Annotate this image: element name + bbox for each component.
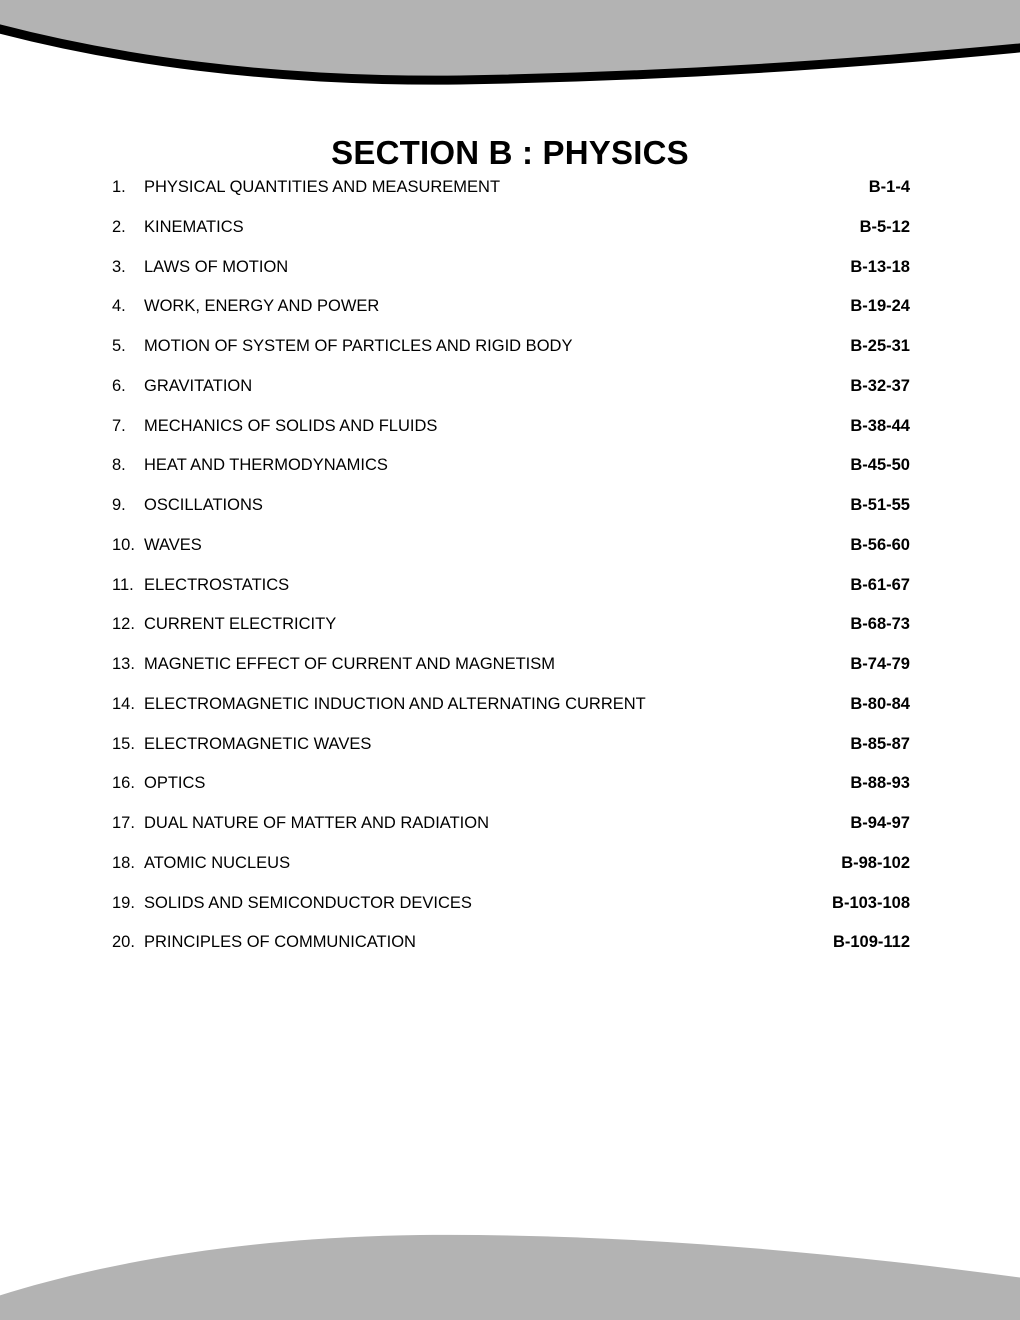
toc-entry-label: ELECTROSTATICS	[144, 575, 290, 594]
toc-row[interactable]	[112, 695, 910, 735]
toc-row[interactable]	[112, 297, 910, 337]
toc-row[interactable]	[112, 735, 910, 775]
toc-entry-number: 19.	[112, 893, 135, 912]
toc-row[interactable]	[112, 178, 910, 218]
toc-entry-number: 11.	[112, 575, 134, 594]
toc-entry-page-reference: B-103-108	[832, 893, 910, 912]
toc-entry-number: 5.	[112, 337, 126, 355]
toc-entry-label: OPTICS	[144, 774, 206, 793]
toc-entry-page-reference: B-56-60	[850, 535, 910, 554]
toc-entry-label: MOTION OF SYSTEM OF PARTICLES AND RIGID BODY	[144, 337, 573, 355]
page-title: SECTION B : PHYSICS	[331, 134, 689, 172]
bottom-banner-fill	[0, 1235, 1020, 1320]
toc-row[interactable]	[112, 377, 910, 417]
toc-entry-label: LAWS OF MOTION	[144, 257, 289, 276]
toc-entry-page-reference: B-88-93	[850, 774, 910, 793]
toc-entry-label: ELECTROMAGNETIC INDUCTION AND ALTERNATING CURRENT	[144, 694, 646, 713]
toc-row[interactable]	[112, 655, 910, 695]
toc-entry-label: PRINCIPLES OF COMMUNICATION	[144, 933, 416, 952]
toc-entry-label: DUAL NATURE OF MATTER AND RADIATION	[144, 814, 489, 832]
toc-entry-label: SOLIDS AND SEMICONDUCTOR DEVICES	[144, 893, 472, 912]
toc-row[interactable]	[112, 894, 910, 934]
toc-entry-number: 3.	[112, 257, 126, 276]
toc-row[interactable]	[112, 337, 910, 377]
toc-entry-label: KINEMATICS	[144, 217, 244, 236]
toc-entry-label: HEAT AND THERMODYNAMICS	[144, 456, 388, 475]
toc-entry-page-reference: B-109-112	[832, 933, 910, 952]
toc-row[interactable]	[112, 814, 910, 854]
toc-entry-number: 16.	[112, 774, 135, 793]
toc-row[interactable]	[112, 536, 910, 576]
toc-entry-number: 8.	[112, 456, 126, 475]
toc-entry-number: 10.	[112, 535, 135, 554]
toc-entry-page-reference: B-98-102	[841, 853, 910, 872]
toc-entry-label: WAVES	[144, 535, 202, 554]
toc-entry-label: GRAVITATION	[144, 376, 253, 395]
toc-row[interactable]	[112, 615, 910, 655]
top-banner-fill	[0, 0, 1020, 80]
toc-row[interactable]	[112, 933, 910, 973]
bottom-banner-decoration	[0, 1225, 1020, 1320]
toc-entry-page-reference: B-80-84	[850, 694, 910, 713]
toc-row[interactable]	[112, 456, 910, 496]
toc-entry-number: 15.	[112, 734, 135, 753]
toc-entry-page-reference: B-32-37	[850, 376, 910, 395]
toc-row[interactable]	[112, 218, 910, 258]
toc-entry-label: OSCILLATIONS	[144, 496, 263, 514]
toc-entry-page-reference: B-45-50	[850, 456, 910, 475]
toc-entry-number: 14.	[112, 694, 135, 713]
toc-entry-number: 17.	[112, 814, 135, 832]
toc-entry-number: 12.	[112, 615, 135, 634]
toc-row[interactable]	[112, 496, 910, 536]
toc-entry-number: 6.	[112, 376, 126, 395]
toc-entry-page-reference: B-68-73	[850, 615, 910, 634]
top-banner-decoration	[0, 0, 1020, 110]
toc-entry-number: 20.	[112, 933, 135, 952]
toc-entry-page-reference: B-1-4	[868, 178, 910, 196]
toc-row[interactable]	[112, 854, 910, 894]
table-of-contents	[112, 178, 910, 973]
toc-row[interactable]	[112, 417, 910, 457]
toc-row[interactable]	[112, 258, 910, 298]
toc-entry-number: 18.	[112, 853, 135, 872]
toc-entry-page-reference: B-85-87	[850, 734, 910, 753]
toc-entry-number: 9.	[112, 496, 126, 514]
toc-entry-page-reference: B-51-55	[850, 496, 910, 514]
toc-entry-number: 13.	[112, 655, 135, 673]
toc-entry-page-reference: B-94-97	[850, 814, 910, 832]
toc-entry-label: ELECTROMAGNETIC WAVES	[144, 734, 372, 753]
toc-entry-label: CURRENT ELECTRICITY	[144, 615, 337, 634]
toc-entry-page-reference: B-25-31	[850, 337, 910, 355]
toc-entry-page-reference: B-74-79	[850, 655, 910, 673]
toc-entry-label: ATOMIC NUCLEUS	[144, 853, 291, 872]
toc-entry-number: 4.	[112, 297, 126, 316]
top-banner-outline	[0, 18, 1020, 80]
toc-row[interactable]	[112, 576, 910, 616]
toc-entry-number: 7.	[112, 416, 126, 435]
toc-entry-page-reference: B-38-44	[850, 416, 910, 435]
toc-entry-number: 1.	[112, 178, 126, 196]
toc-entry-label: MAGNETIC EFFECT OF CURRENT AND MAGNETISM	[144, 655, 555, 673]
toc-entry-label: MECHANICS OF SOLIDS AND FLUIDS	[144, 416, 438, 435]
toc-entry-page-reference: B-13-18	[850, 257, 910, 276]
toc-row[interactable]	[112, 774, 910, 814]
toc-entry-page-reference: B-5-12	[859, 217, 910, 236]
toc-entry-number: 2.	[112, 217, 126, 236]
toc-entry-page-reference: B-19-24	[850, 297, 910, 316]
toc-entry-label: WORK, ENERGY AND POWER	[144, 297, 380, 316]
toc-entry-label: PHYSICAL QUANTITIES AND MEASUREMENT	[144, 178, 501, 196]
toc-entry-page-reference: B-61-67	[850, 575, 910, 594]
